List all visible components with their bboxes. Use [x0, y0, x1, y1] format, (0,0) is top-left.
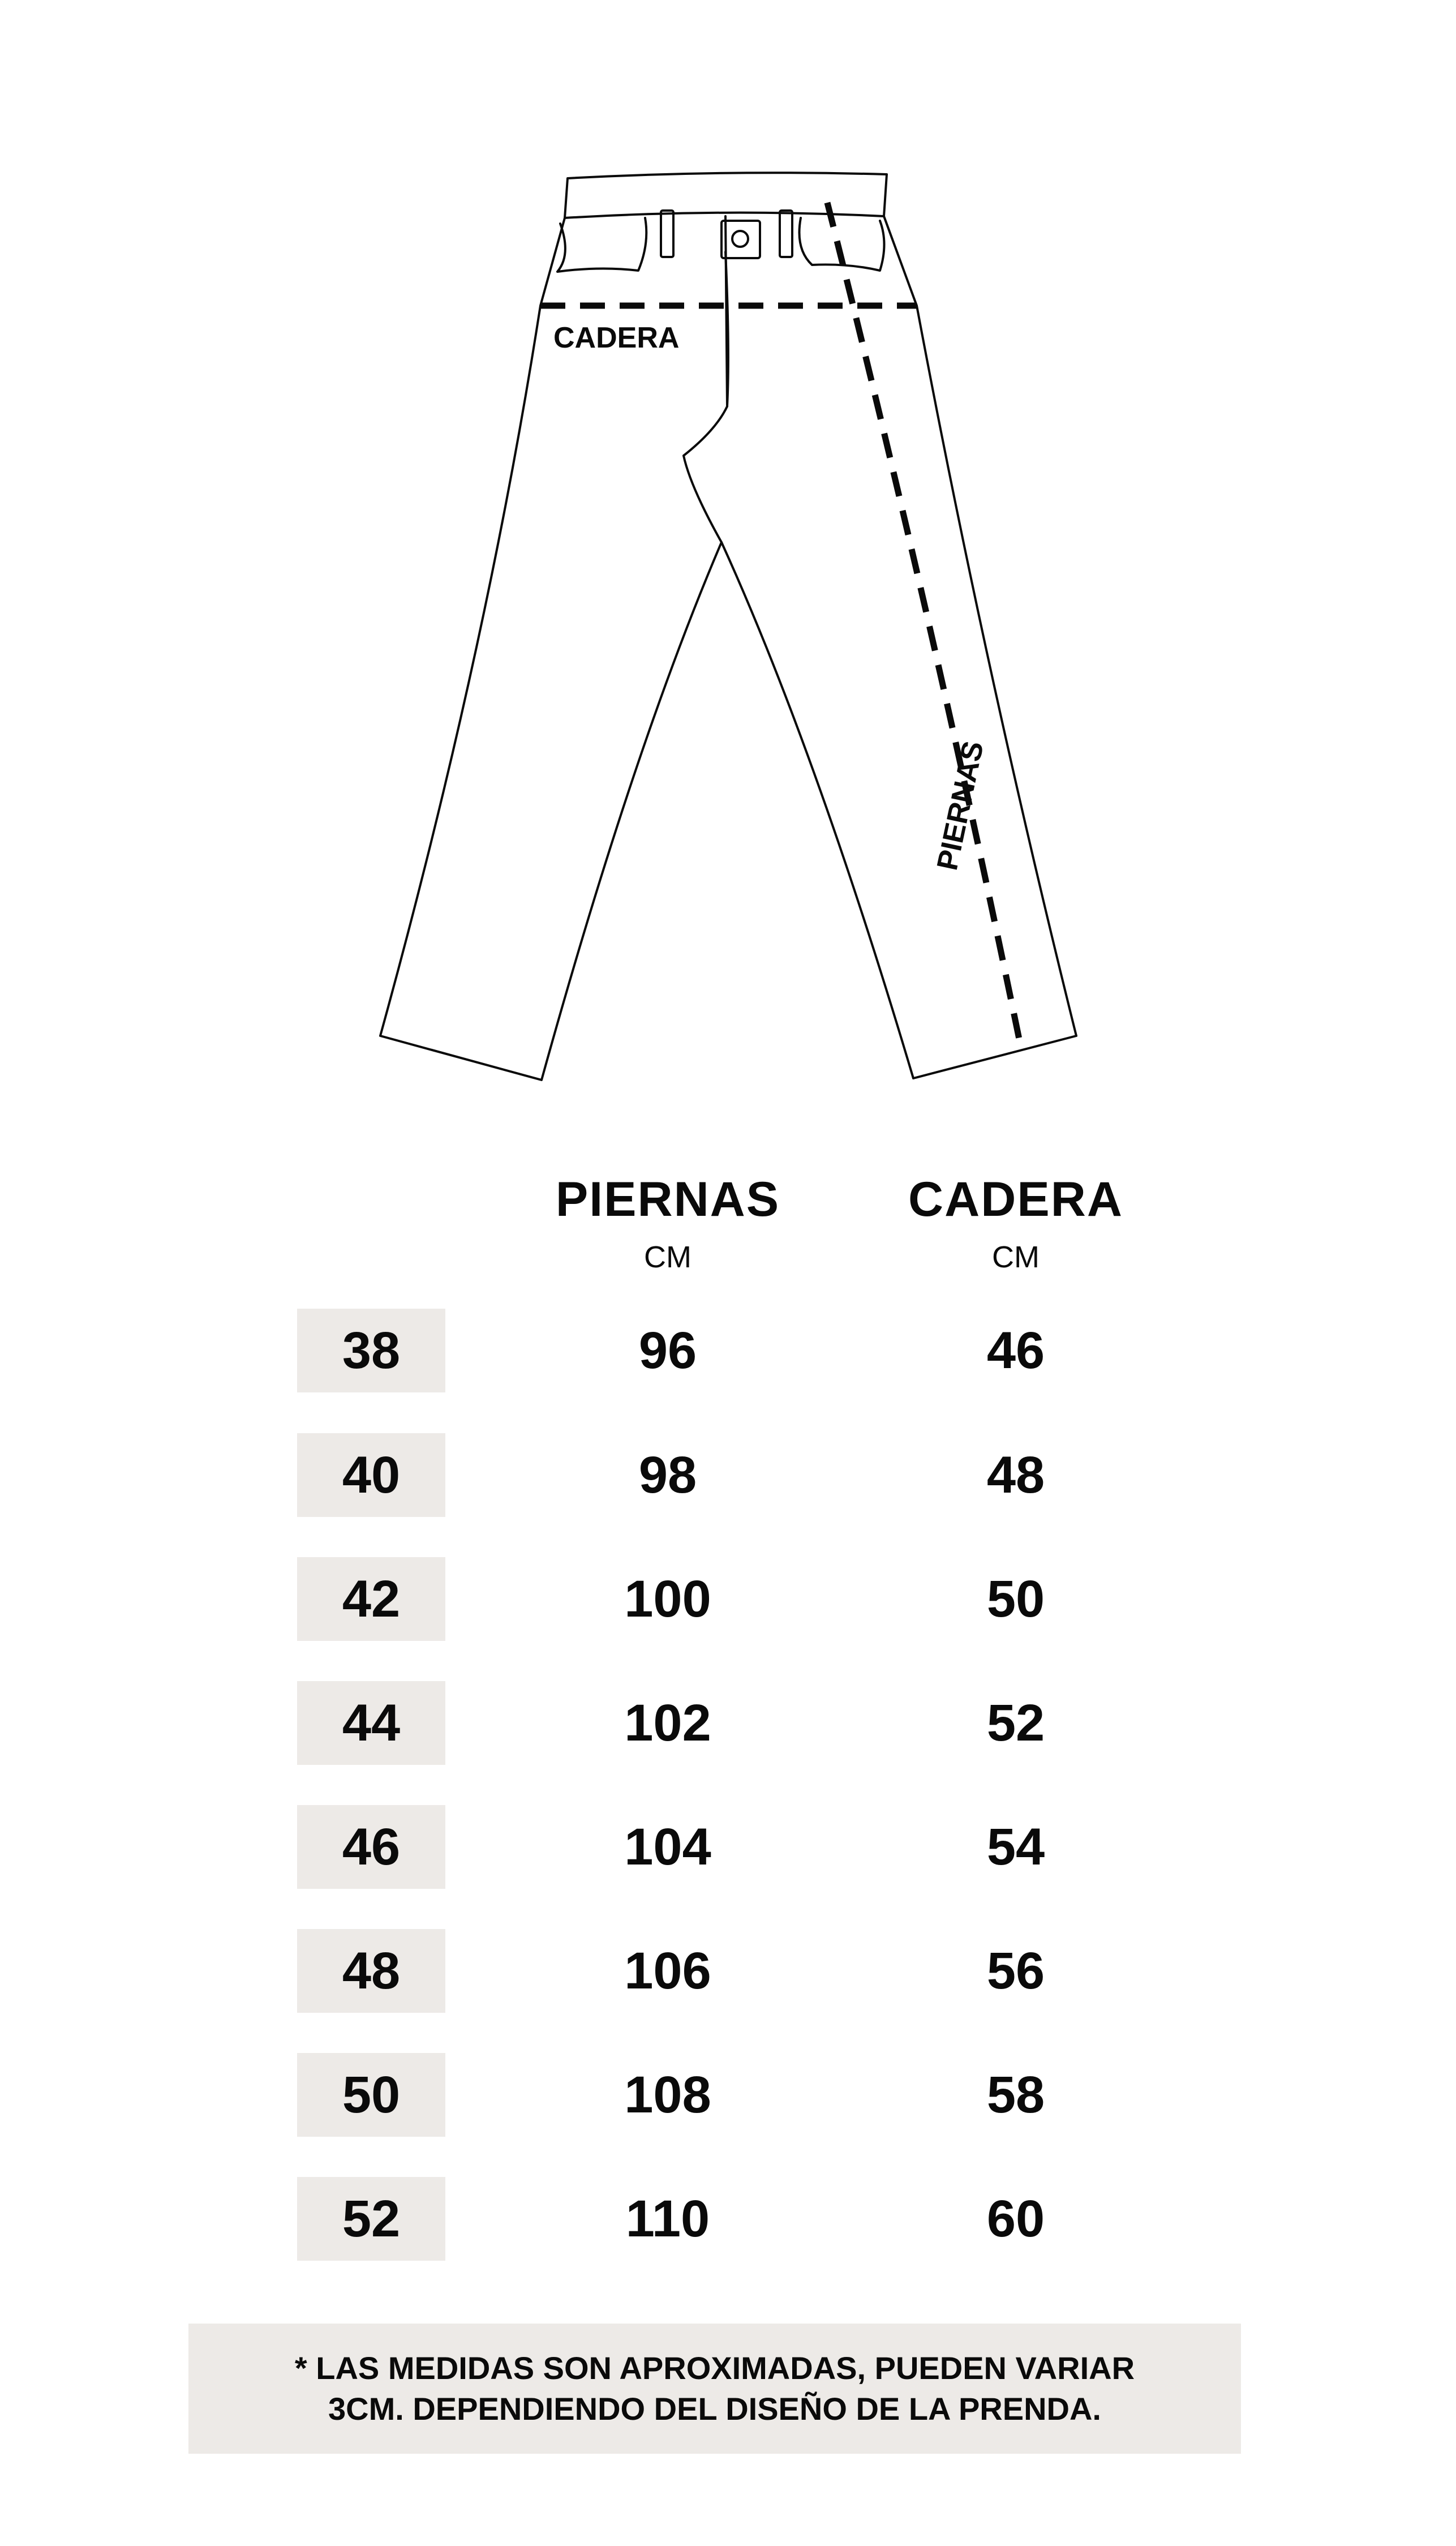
size-cell: 52 — [297, 2177, 445, 2261]
piernas-value: 108 — [624, 2066, 711, 2124]
pants-diagram — [0, 0, 1456, 1132]
unit-piernas: CM — [644, 1240, 692, 1274]
size-cell: 40 — [297, 1433, 445, 1517]
right-leg-outline — [721, 216, 1076, 1078]
belt-loop-left — [661, 211, 673, 257]
piernas-value: 104 — [624, 1818, 711, 1876]
leg-measure-line — [827, 203, 1021, 1050]
size-cell: 44 — [297, 1681, 445, 1765]
cadera-value: 56 — [986, 1942, 1045, 2000]
piernas-value: 110 — [625, 2190, 710, 2248]
piernas-value: 96 — [638, 1322, 697, 1379]
size-cell: 46 — [297, 1805, 445, 1889]
size-cell: 42 — [297, 1557, 445, 1641]
piernas-value: 100 — [624, 1570, 711, 1628]
waistband-outline — [565, 173, 887, 218]
belt-loop-right — [780, 211, 792, 257]
leg-label: PIERNAS — [931, 738, 990, 873]
cadera-value: 48 — [986, 1446, 1045, 1504]
piernas-value: 102 — [624, 1694, 711, 1752]
button-tab — [721, 221, 760, 258]
piernas-value: 98 — [638, 1446, 697, 1504]
cadera-value: 52 — [986, 1694, 1045, 1752]
header-cadera: CADERA — [908, 1172, 1123, 1227]
piernas-value: 106 — [624, 1942, 711, 2000]
cadera-value: 46 — [986, 1322, 1045, 1379]
cadera-value: 60 — [986, 2190, 1045, 2248]
cadera-value: 50 — [986, 1570, 1045, 1628]
hip-label: CADERA — [553, 322, 680, 354]
button-icon — [732, 231, 748, 247]
size-cell: 50 — [297, 2053, 445, 2137]
size-cell: 48 — [297, 1929, 445, 2013]
disclaimer-line-2: 3CM. DEPENDIENDO DEL DISEÑO DE LA PRENDA. — [328, 2391, 1101, 2427]
disclaimer-note — [188, 2324, 1241, 2454]
cadera-value: 54 — [986, 1818, 1045, 1876]
header-piernas: PIERNAS — [555, 1172, 780, 1227]
pocket-left — [557, 218, 646, 272]
size-cell: 38 — [297, 1309, 445, 1392]
unit-cadera: CM — [992, 1240, 1040, 1274]
disclaimer-line-1: * LAS MEDIDAS SON APROXIMADAS, PUEDEN VARIAR — [294, 2350, 1135, 2386]
cadera-value: 58 — [986, 2066, 1045, 2124]
